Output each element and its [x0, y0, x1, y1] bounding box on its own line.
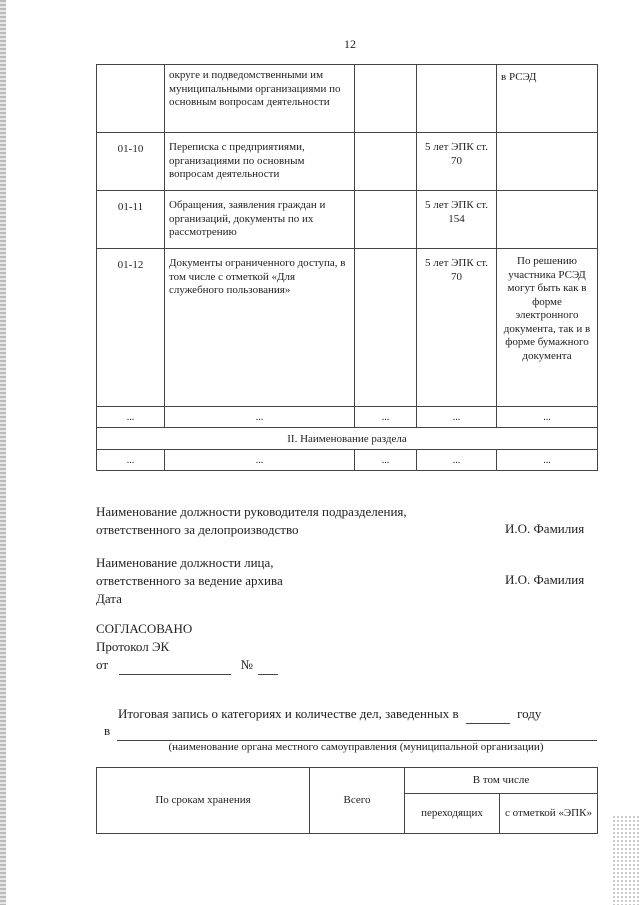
col-terms: По срокам хранения — [97, 768, 310, 834]
case-index: 01-12 — [97, 249, 165, 407]
head-signature-block — [96, 503, 407, 539]
scan-edge — [0, 0, 6, 905]
dots-cell: ... — [165, 450, 355, 471]
case-count — [355, 133, 417, 191]
case-count — [355, 249, 417, 407]
case-title: Документы ограниченного доступа, в том числе с отметкой «Для служебного пользования» — [165, 249, 355, 407]
col-including: В том числе — [405, 768, 598, 794]
archive-position-line2: ответственного за ведение архива — [96, 573, 283, 588]
col-total: Всего — [310, 768, 405, 834]
archive-name: И.О. Фамилия — [505, 572, 585, 587]
dots-cell: ... — [165, 407, 355, 428]
dots-cell: ... — [497, 450, 598, 471]
scan-noise — [612, 815, 640, 905]
summary-org-line — [104, 722, 597, 741]
archive-signature-block — [96, 554, 283, 608]
case-note: в РСЭД — [497, 65, 598, 133]
dots-cell: ... — [497, 407, 598, 428]
number-label: № — [240, 657, 253, 672]
in-label: в — [104, 723, 111, 738]
table-row-dots — [97, 450, 598, 471]
dots-cell: ... — [417, 407, 497, 428]
dots-cell: ... — [355, 450, 417, 471]
date-label: Дата — [96, 591, 122, 606]
case-title: Переписка с предприятиями, организациями по основным вопросам деятельности — [165, 133, 355, 191]
org-caption: (наименование органа местного самоуправления (муниципальной организации) — [168, 741, 544, 753]
col-epk: с отметкой «ЭПК» — [500, 794, 598, 834]
case-index: 01-11 — [97, 191, 165, 249]
approval-protocol: Протокол ЭК — [96, 639, 170, 654]
summary-header-row — [97, 768, 598, 794]
case-term: 5 лет ЭПК ст. 70 — [417, 133, 497, 191]
date-blank — [119, 656, 231, 675]
summary-table — [96, 767, 598, 834]
dots-cell: ... — [97, 407, 165, 428]
head-position-line2: ответственного за делопроизводство — [96, 522, 299, 537]
dots-cell: ... — [97, 450, 165, 471]
from-label: от — [96, 657, 109, 672]
approval-title: СОГЛАСОВАНО — [96, 621, 193, 636]
head-position-line1: Наименование должности руководителя подразделения, — [96, 504, 407, 519]
nomenclature-table — [96, 64, 598, 471]
case-note — [497, 133, 598, 191]
case-index — [97, 65, 165, 133]
approval-block — [96, 620, 278, 675]
case-term: 5 лет ЭПК ст. 154 — [417, 191, 497, 249]
case-index: 01-10 — [97, 133, 165, 191]
org-blank — [117, 722, 597, 741]
table-row — [97, 249, 598, 407]
case-count — [355, 191, 417, 249]
case-note: По решению участника РСЭД могут быть как в форме электронного документа, так и в форме бумажного документа — [497, 249, 598, 407]
page-number: 12 — [344, 37, 356, 51]
table-row — [97, 65, 598, 133]
case-term — [417, 65, 497, 133]
head-name: И.О. Фамилия — [505, 521, 585, 536]
section-title: II. Наименование раздела — [97, 428, 598, 450]
col-transferring: переходящих — [405, 794, 500, 834]
year-label: году — [517, 706, 542, 721]
case-term: 5 лет ЭПК ст. 70 — [417, 249, 497, 407]
table-row-dots — [97, 407, 598, 428]
table-row — [97, 191, 598, 249]
dots-cell: ... — [417, 450, 497, 471]
case-note — [497, 191, 598, 249]
approval-date-line — [96, 656, 278, 675]
number-blank — [258, 656, 278, 675]
section-row — [97, 428, 598, 450]
case-title: округе и подведомственными им муниципальными организациями по основным вопросам деятельности — [165, 65, 355, 133]
case-count — [355, 65, 417, 133]
case-title: Обращения, заявления граждан и организаций, документы по их рассмотрению — [165, 191, 355, 249]
summary-intro: Итоговая запись о категориях и количестве дел, заведенных в — [118, 706, 459, 721]
dots-cell: ... — [355, 407, 417, 428]
table-row — [97, 133, 598, 191]
archive-position-line1: Наименование должности лица, — [96, 555, 274, 570]
